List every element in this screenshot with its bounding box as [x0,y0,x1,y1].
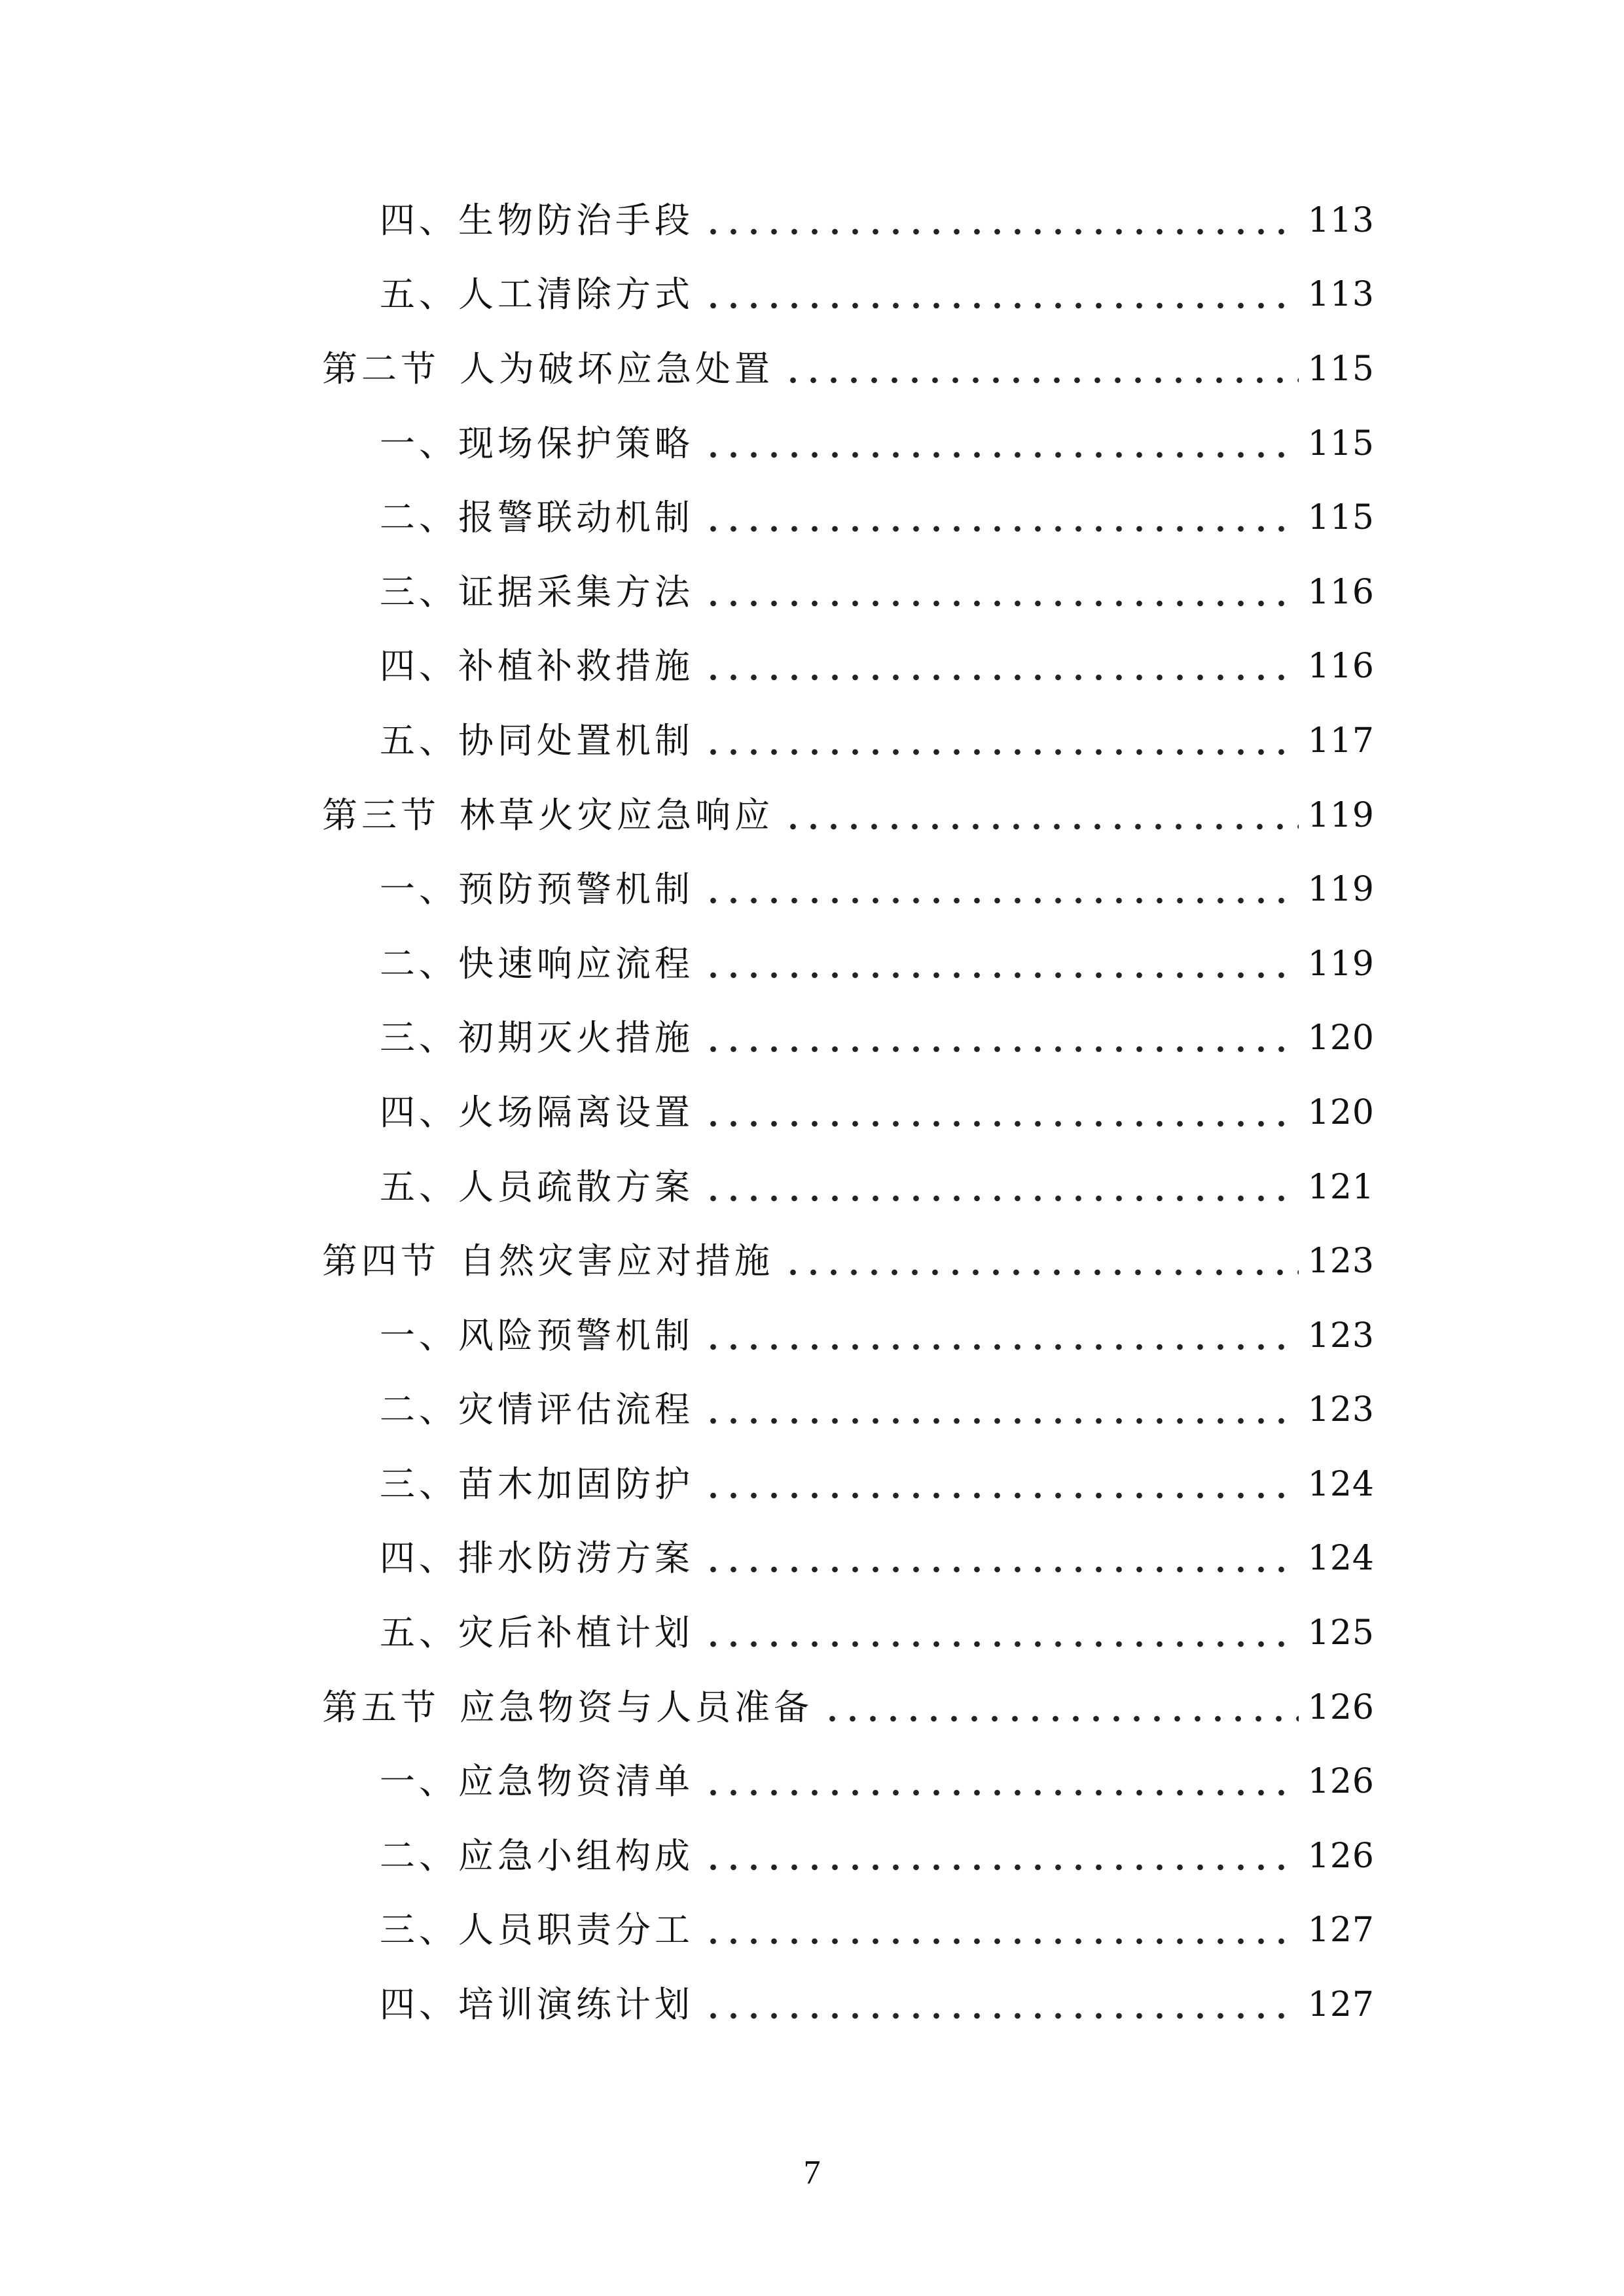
toc-entry-title: 四、补植补救措施 [380,645,694,687]
toc-page-number: 119 [1307,870,1375,910]
toc-entry-line [322,332,1375,406]
section-heading: 林草火灾应急响应 [460,794,774,836]
dot-leader [703,872,1299,907]
toc-entry[interactable] [0,258,1624,332]
toc-entry[interactable] [0,1893,1624,1968]
toc-entry-title [322,1240,774,1282]
toc-page-number: 126 [1307,1762,1375,1802]
dot-leader [822,1690,1299,1725]
toc-entry-title: 五、人工清除方式 [380,274,694,315]
toc-page-number: 125 [1307,1613,1375,1653]
toc-entry[interactable] [0,1075,1624,1150]
dot-leader [703,1839,1299,1874]
toc-entry-line [380,555,1375,630]
toc-page-number: 116 [1307,647,1375,687]
toc-entry-line [380,1373,1375,1448]
toc-page-number: 121 [1307,1167,1375,1207]
toc-entry[interactable] [0,406,1624,481]
toc-entry[interactable] [0,630,1624,704]
toc-entry-title: 五、灾后补植计划 [380,1612,694,1654]
toc-page-number: 123 [1307,1316,1375,1355]
toc-entry[interactable] [0,1001,1624,1076]
toc-entry[interactable] [0,183,1624,258]
dot-leader [703,723,1299,759]
section-heading: 应急物资与人员准备 [460,1686,813,1728]
dot-leader [703,1095,1299,1130]
toc-entry-line [380,1596,1375,1670]
toc-entry[interactable] [0,1522,1624,1596]
table-of-contents [0,183,1624,2042]
toc-page-number: 119 [1307,944,1375,984]
dot-leader [703,426,1299,461]
toc-entry-line [380,183,1375,258]
toc-entry-title: 一、现场保护策略 [380,422,694,464]
toc-section-entry[interactable] [0,1224,1624,1299]
toc-section-entry[interactable] [0,1670,1624,1745]
toc-entry[interactable] [0,480,1624,555]
dot-leader [703,277,1299,312]
dot-leader [703,1318,1299,1354]
toc-entry-line [380,1819,1375,1893]
toc-entry-title: 二、灾情评估流程 [380,1389,694,1431]
toc-entry-title: 四、排水防涝方案 [380,1537,694,1579]
dot-leader [783,1244,1299,1279]
toc-entry-title: 四、火场隔离设置 [380,1091,694,1133]
toc-page-number: 127 [1307,1910,1375,1950]
toc-entry-title: 三、证据采集方法 [380,571,694,613]
toc-entry-line [380,630,1375,704]
toc-entry-line [380,1447,1375,1522]
toc-page-number: 113 [1307,200,1375,240]
toc-page-number: 123 [1307,1242,1375,1282]
section-heading: 人为破坏应急处置 [460,348,774,389]
toc-entry-title: 一、风险预警机制 [380,1314,694,1356]
toc-entry[interactable] [0,704,1624,778]
toc-entry[interactable] [0,555,1624,630]
dot-leader [703,1987,1299,2022]
toc-entry-title [322,348,774,389]
toc-entry[interactable] [0,1967,1624,2042]
toc-entry-line [380,1150,1375,1225]
toc-entry-title: 一、应急物资清单 [380,1761,694,1803]
dot-leader [703,1020,1299,1056]
toc-entry-title: 三、初期灭火措施 [380,1017,694,1059]
dot-leader [703,1912,1299,1948]
dot-leader [703,1392,1299,1427]
toc-entry-line [322,1224,1375,1299]
toc-section-entry[interactable] [0,332,1624,406]
toc-entry-line [380,1299,1375,1373]
toc-entry-title [322,1686,813,1728]
toc-section-entry[interactable] [0,778,1624,853]
toc-page-number: 113 [1307,275,1375,315]
dot-leader [703,500,1299,535]
section-heading: 自然灾害应对措施 [460,1240,774,1282]
toc-entry-title [322,794,774,836]
toc-page-number: 115 [1307,349,1375,389]
toc-entry[interactable] [0,1373,1624,1448]
toc-entry-title: 四、培训演练计划 [380,1984,694,2026]
toc-entry-line [380,1893,1375,1968]
toc-page-number: 120 [1307,1092,1375,1132]
toc-page-number: 127 [1307,1985,1375,2025]
toc-entry-title: 二、报警联动机制 [380,497,694,539]
toc-entry-line [380,258,1375,332]
toc-page-number: 120 [1307,1018,1375,1058]
dot-leader [703,203,1299,238]
toc-page-number: 115 [1307,423,1375,463]
toc-entry-line [380,1075,1375,1150]
toc-entry[interactable] [0,1299,1624,1373]
toc-entry-line [380,1522,1375,1596]
toc-entry[interactable] [0,1819,1624,1893]
toc-entry-title: 三、人员职责分工 [380,1909,694,1951]
toc-entry-line [380,927,1375,1001]
toc-entry-title: 二、快速响应流程 [380,942,694,984]
section-number: 第三节 [322,794,440,836]
toc-page-number: 119 [1307,795,1375,835]
dot-leader [703,1467,1299,1502]
section-number: 第五节 [322,1686,440,1728]
toc-page-number: 115 [1307,498,1375,538]
toc-entry-line [380,406,1375,481]
page-number: 7 [803,2154,821,2191]
dot-leader [703,649,1299,684]
toc-entry-title: 二、应急小组构成 [380,1835,694,1876]
dot-leader [703,1615,1299,1651]
dot-leader [703,1170,1299,1205]
toc-page-number: 116 [1307,572,1375,612]
toc-entry-line [322,1670,1375,1745]
toc-entry-title: 三、苗木加固防护 [380,1463,694,1505]
toc-entry-title: 四、生物防治手段 [380,199,694,241]
toc-entry-line [380,852,1375,927]
toc-entry[interactable] [0,852,1624,927]
toc-entry[interactable] [0,1150,1624,1225]
toc-entry[interactable] [0,1447,1624,1522]
toc-entry-line [380,1967,1375,2042]
toc-entry-line [322,778,1375,853]
toc-entry-line [380,704,1375,778]
toc-entry-title: 五、协同处置机制 [380,719,694,761]
dot-leader [703,575,1299,610]
dot-leader [783,351,1299,387]
toc-entry[interactable] [0,1744,1624,1819]
dot-leader [783,798,1299,833]
section-number: 第四节 [322,1240,440,1282]
toc-entry-line [380,1744,1375,1819]
section-number: 第二节 [322,348,440,389]
toc-entry-line [380,480,1375,555]
toc-entry[interactable] [0,1596,1624,1670]
toc-page-number: 124 [1307,1464,1375,1504]
toc-entry-line [380,1001,1375,1076]
toc-page-number: 123 [1307,1390,1375,1430]
toc-page-number: 126 [1307,1687,1375,1727]
toc-entry-title: 一、预防预警机制 [380,869,694,910]
dot-leader [703,946,1299,982]
toc-entry[interactable] [0,927,1624,1001]
dot-leader [703,1764,1299,1799]
toc-entry-title: 五、人员疏散方案 [380,1166,694,1208]
toc-page-number: 126 [1307,1836,1375,1876]
toc-page-number: 124 [1307,1539,1375,1579]
toc-page-number: 117 [1307,721,1375,761]
dot-leader [703,1541,1299,1576]
